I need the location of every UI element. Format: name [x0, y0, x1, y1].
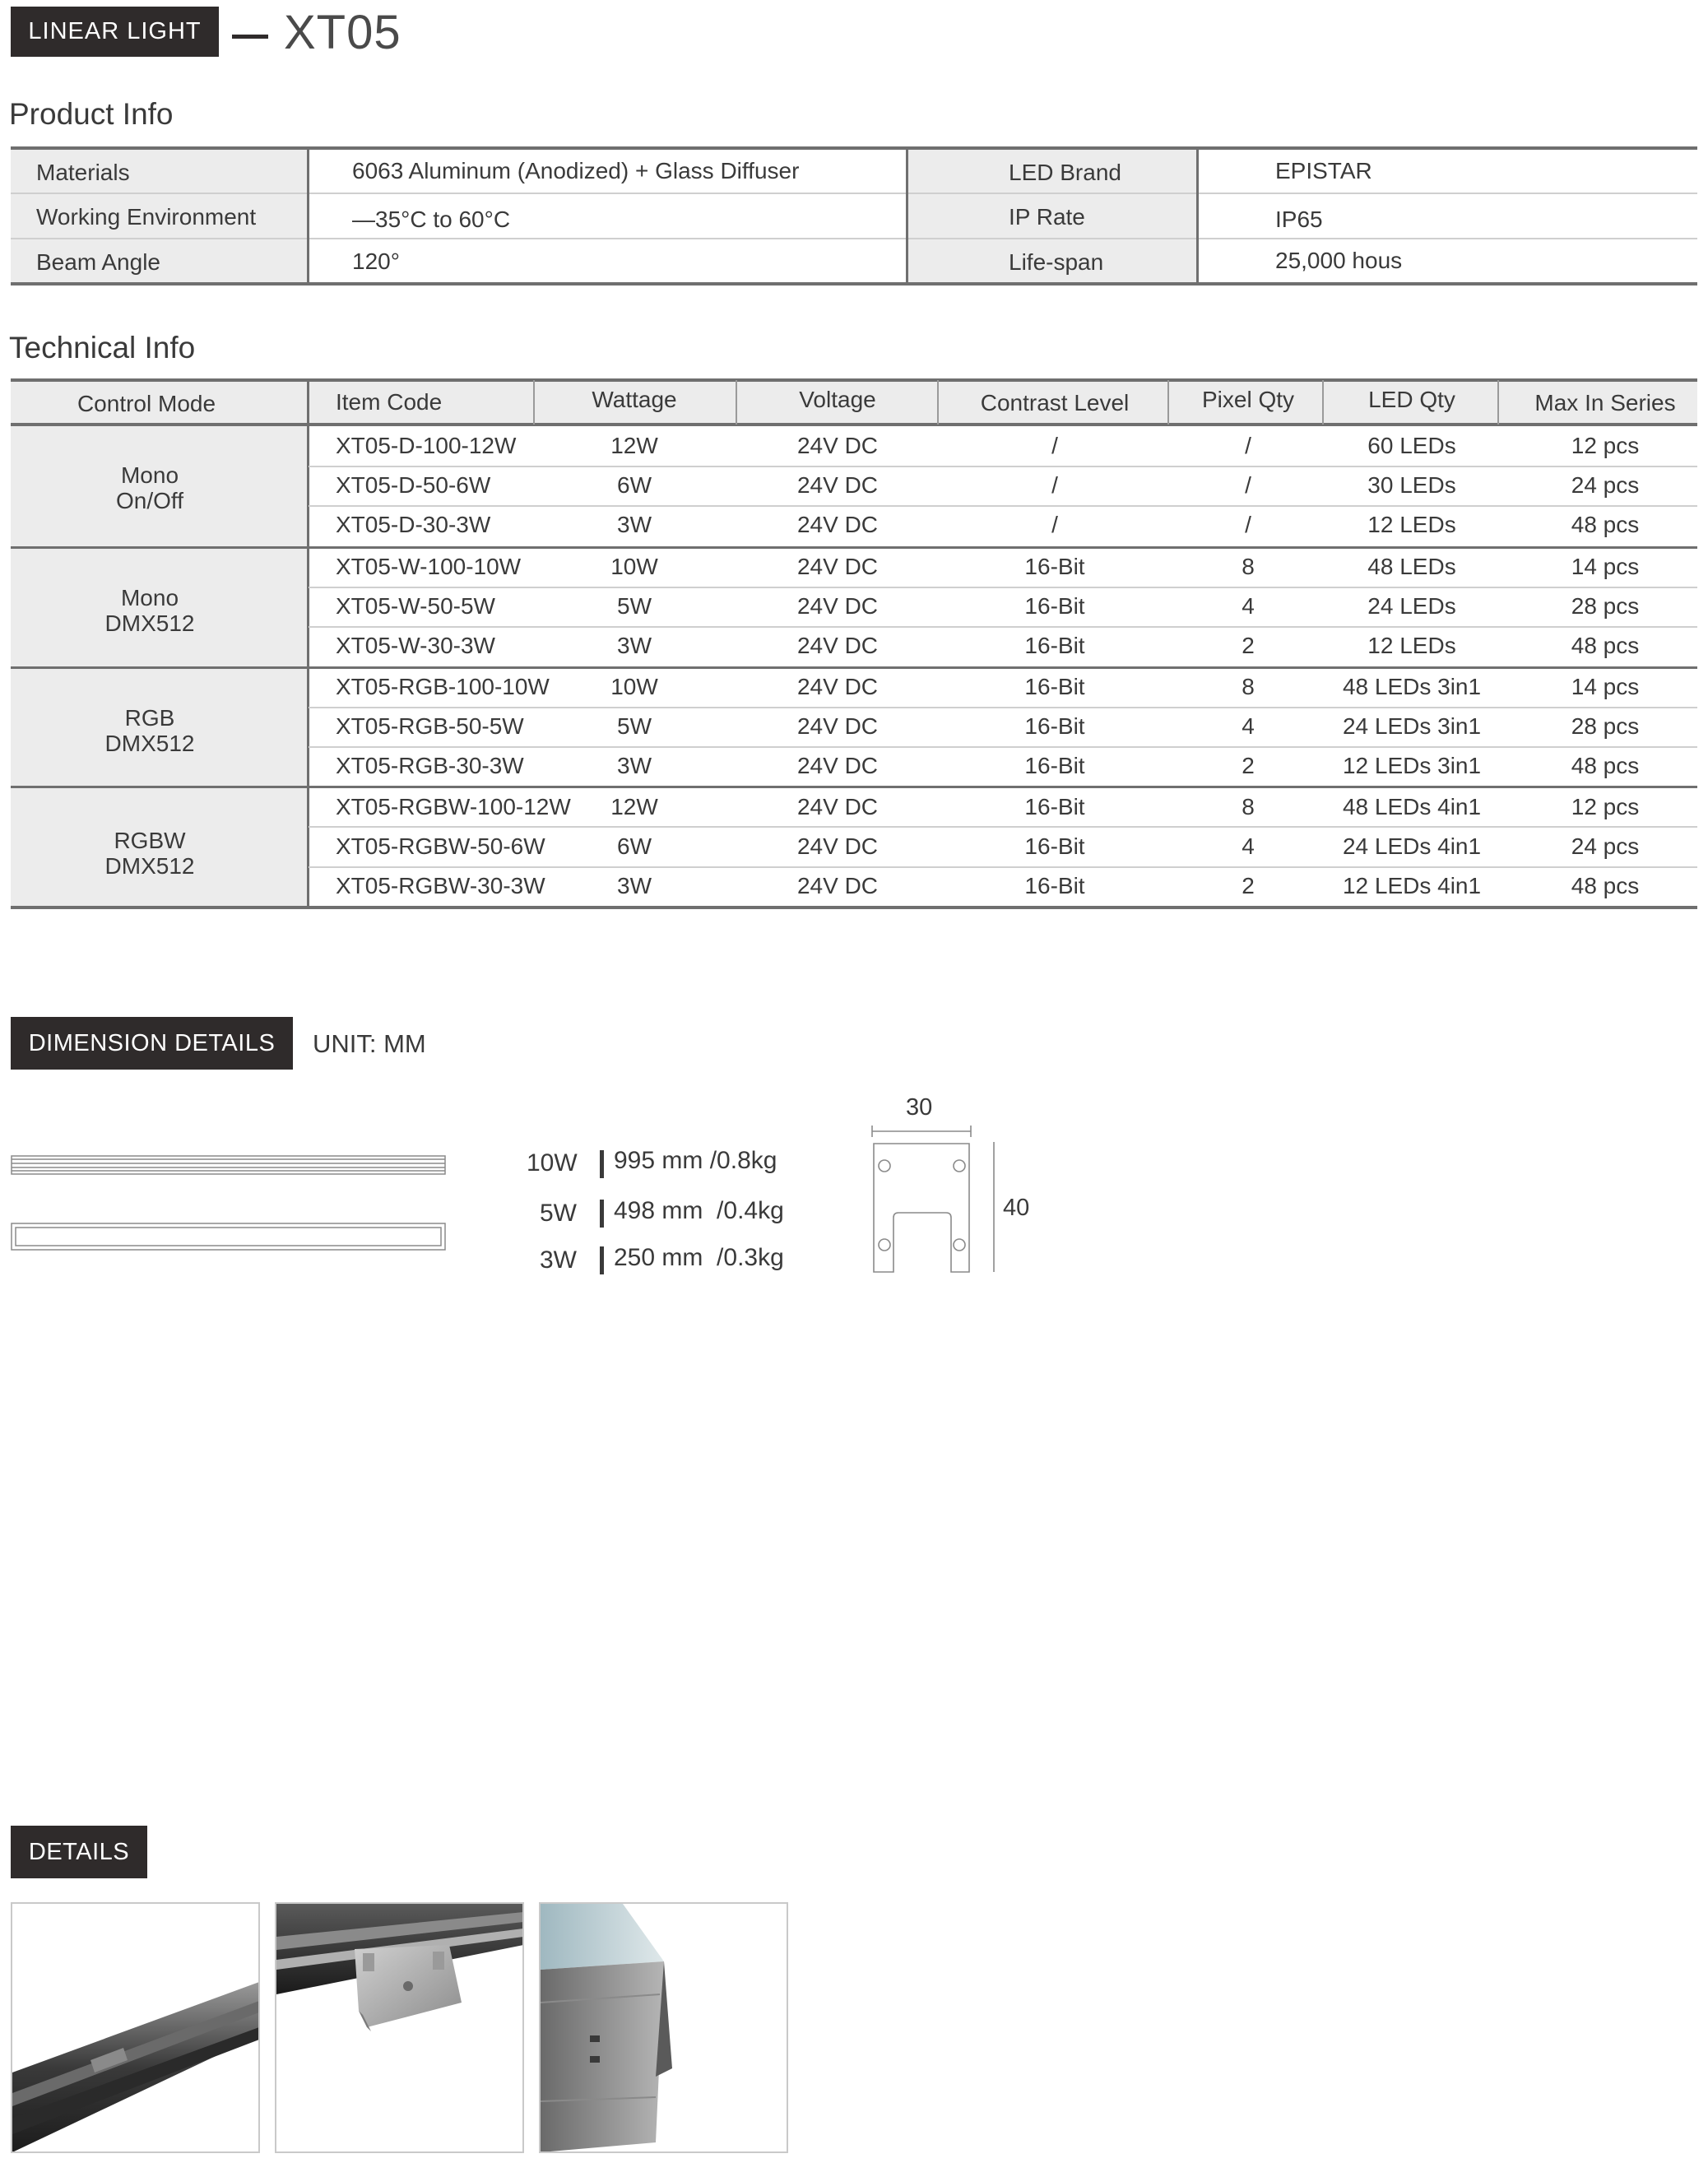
row-divider	[309, 826, 1697, 828]
control-mode-group	[116, 462, 183, 513]
cell-pixel-qty: 2	[1242, 753, 1255, 778]
linear-bar-drawing	[10, 1148, 450, 1259]
row-divider	[309, 505, 1697, 507]
control-mode-line: RGBW	[114, 828, 186, 853]
column-header: Contrast Level	[980, 390, 1130, 415]
cell-wattage: 3W	[617, 753, 652, 778]
product-info-value: 25,000 hous	[1275, 248, 1403, 273]
cell-pixel-qty: 2	[1242, 873, 1255, 898]
group-divider	[11, 546, 1697, 549]
cell-max-in-series: 12 pcs	[1571, 433, 1640, 458]
table-top-rule	[11, 378, 1697, 382]
control-mode-group	[105, 828, 195, 879]
column-header: Wattage	[592, 387, 677, 412]
cell-wattage: 6W	[617, 472, 652, 498]
cell-pixel-qty: 4	[1242, 713, 1255, 739]
product-info-label: Life-span	[1009, 249, 1104, 275]
dimension-length-weight	[614, 1147, 777, 1175]
cell-led-qty: 24 LEDs 3in1	[1342, 713, 1482, 739]
column-header: Pixel Qty	[1201, 387, 1295, 412]
column-divider	[906, 148, 908, 284]
row-divider	[309, 626, 1697, 628]
cell-led-qty: 12 LEDs	[1367, 633, 1456, 658]
cell-pixel-qty: 8	[1242, 554, 1255, 579]
model-title: XT05	[284, 6, 401, 59]
cell-wattage: 5W	[617, 593, 652, 619]
cell-led-qty: 48 LEDs 3in1	[1342, 674, 1482, 699]
row-divider	[11, 238, 1697, 239]
cell-pixel-qty: 8	[1242, 674, 1255, 699]
cell-item-code: XT05-W-50-5W	[336, 593, 495, 619]
cell-contrast-level: 16-Bit	[1024, 713, 1085, 739]
product-info-label: LED Brand	[1009, 160, 1121, 185]
product-info-value: 6063 Aluminum (Anodized) + Glass Diffuser	[352, 158, 800, 183]
control-mode-line: DMX512	[104, 731, 195, 756]
dimension-weight: /0.4kg	[717, 1197, 784, 1224]
cell-wattage: 3W	[617, 512, 652, 537]
cell-contrast-level: 16-Bit	[1024, 633, 1085, 658]
control-mode-line: On/Off	[116, 488, 183, 513]
column-divider	[307, 148, 309, 284]
header-divider	[1322, 380, 1324, 425]
cell-led-qty: 30 LEDs	[1367, 472, 1456, 498]
cell-pixel-qty: 2	[1242, 633, 1255, 658]
row-divider	[11, 193, 1697, 194]
row-divider	[309, 746, 1697, 748]
cell-item-code: XT05-D-50-6W	[336, 472, 491, 498]
category-tag: LINEAR LIGHT	[11, 7, 219, 57]
cell-item-code: XT05-RGBW-100-12W	[336, 794, 571, 819]
cell-voltage: 24V DC	[796, 833, 879, 859]
cell-max-in-series: 48 pcs	[1571, 633, 1640, 658]
dimension-separator	[600, 1200, 604, 1228]
column-header: Control Mode	[77, 391, 216, 416]
control-mode-line: Mono	[120, 585, 179, 610]
cell-pixel-qty: 4	[1242, 593, 1255, 619]
cell-wattage: 5W	[617, 713, 652, 739]
column-divider	[1196, 148, 1199, 284]
cell-led-qty: 60 LEDs	[1367, 433, 1456, 458]
row-divider	[309, 466, 1697, 467]
header-divider	[533, 380, 535, 425]
cell-pixel-qty: 8	[1242, 794, 1255, 819]
column-header: Voltage	[799, 387, 876, 412]
cell-voltage: 24V DC	[796, 713, 879, 739]
cell-wattage: 6W	[617, 833, 652, 859]
control-mode-line: Mono	[120, 462, 179, 488]
dimension-length: 498 mm	[614, 1197, 703, 1224]
cell-contrast-level: 16-Bit	[1024, 593, 1085, 619]
technical-info-title: Technical Info	[9, 331, 196, 364]
cell-contrast-level: 16-Bit	[1024, 753, 1085, 778]
cell-wattage: 10W	[610, 674, 658, 699]
cell-contrast-level: 16-Bit	[1024, 554, 1085, 579]
column-divider	[307, 380, 309, 908]
cell-led-qty: 12 LEDs 3in1	[1342, 753, 1482, 778]
profile-width-label: 30	[906, 1094, 933, 1121]
product-photo-end-cap	[541, 1904, 787, 2152]
cell-pixel-qty: /	[1245, 433, 1251, 458]
row-divider	[309, 707, 1697, 708]
group-divider	[11, 666, 1697, 669]
cell-item-code: XT05-RGBW-30-3W	[336, 873, 545, 898]
cell-voltage: 24V DC	[796, 593, 879, 619]
cell-contrast-level: 16-Bit	[1024, 794, 1085, 819]
cell-wattage: 12W	[610, 433, 658, 458]
cell-voltage: 24V DC	[796, 554, 879, 579]
dimension-wattage: 5W	[540, 1200, 577, 1227]
cell-led-qty: 48 LEDs 4in1	[1342, 794, 1482, 819]
cell-max-in-series: 48 pcs	[1571, 512, 1640, 537]
row-divider	[309, 587, 1697, 588]
cell-led-qty: 12 LEDs 4in1	[1342, 873, 1482, 898]
header-divider	[1497, 380, 1499, 425]
cell-contrast-level: 16-Bit	[1024, 873, 1085, 898]
table-top-rule	[11, 146, 1697, 150]
detail-photo-2	[275, 1902, 524, 2153]
product-photo-bar-angle	[12, 1904, 259, 2152]
dimension-weight: /0.8kg	[709, 1147, 777, 1174]
product-info-label: IP Rate	[1009, 204, 1085, 230]
unit-label: UNIT: MM	[313, 1029, 426, 1058]
cell-wattage: 3W	[617, 873, 652, 898]
header-bottom-rule	[11, 423, 1697, 426]
dimension-weight: /0.3kg	[717, 1244, 784, 1271]
cell-item-code: XT05-W-100-10W	[336, 554, 522, 579]
header-divider	[937, 380, 939, 425]
cell-contrast-level: /	[1051, 472, 1058, 498]
column-header: Max In Series	[1534, 390, 1676, 415]
product-info-value: —35°C to 60°C	[352, 207, 511, 232]
details-tag: DETAILS	[11, 1826, 147, 1878]
cell-wattage: 10W	[610, 554, 658, 579]
cell-max-in-series: 12 pcs	[1571, 794, 1640, 819]
control-mode-line: DMX512	[104, 853, 195, 879]
group-divider	[11, 786, 1697, 788]
dimension-length-weight	[614, 1197, 784, 1225]
cell-contrast-level: /	[1051, 433, 1058, 458]
cell-led-qty: 24 LEDs	[1367, 593, 1456, 619]
cell-max-in-series: 24 pcs	[1571, 833, 1640, 859]
cell-voltage: 24V DC	[796, 674, 879, 699]
cell-pixel-qty: /	[1245, 472, 1251, 498]
product-photo-connector	[276, 1904, 523, 2152]
table-bottom-rule	[11, 906, 1697, 909]
cell-item-code: XT05-RGB-30-3W	[336, 753, 524, 778]
cell-voltage: 24V DC	[796, 633, 879, 658]
dimension-wattage: 10W	[527, 1149, 578, 1177]
cell-voltage: 24V DC	[796, 753, 879, 778]
product-info-label: Working Environment	[36, 204, 257, 230]
dimension-length: 995 mm	[614, 1147, 703, 1174]
cell-led-qty: 24 LEDs 4in1	[1342, 833, 1482, 859]
cell-item-code: XT05-RGB-50-5W	[336, 713, 524, 739]
cross-section-drawing	[870, 1126, 1002, 1278]
product-info-label: Materials	[36, 160, 130, 185]
cell-item-code: XT05-RGBW-50-6W	[336, 833, 545, 859]
cell-max-in-series: 14 pcs	[1571, 674, 1640, 699]
cell-item-code: XT05-D-30-3W	[336, 512, 491, 537]
cell-max-in-series: 14 pcs	[1571, 554, 1640, 579]
dimension-separator	[600, 1246, 604, 1274]
cell-max-in-series: 48 pcs	[1571, 753, 1640, 778]
cell-max-in-series: 28 pcs	[1571, 713, 1640, 739]
cell-contrast-level: 16-Bit	[1024, 674, 1085, 699]
control-mode-line: RGB	[124, 705, 175, 731]
cell-item-code: XT05-RGB-100-10W	[336, 674, 550, 699]
column-header: Item Code	[336, 389, 443, 415]
cell-wattage: 12W	[610, 794, 658, 819]
header-divider	[1167, 380, 1169, 425]
cell-voltage: 24V DC	[796, 794, 879, 819]
dimension-wattage: 3W	[540, 1246, 577, 1274]
column-header: LED Qty	[1368, 387, 1455, 412]
cell-max-in-series: 28 pcs	[1571, 593, 1640, 619]
control-mode-group	[105, 585, 195, 636]
cell-max-in-series: 48 pcs	[1571, 873, 1640, 898]
product-info-value: EPISTAR	[1275, 158, 1372, 183]
cell-wattage: 3W	[617, 633, 652, 658]
cell-contrast-level: /	[1051, 512, 1058, 537]
row-divider	[309, 866, 1697, 868]
cell-item-code: XT05-W-30-3W	[336, 633, 495, 658]
cell-item-code: XT05-D-100-12W	[336, 433, 517, 458]
product-info-value: 120°	[352, 248, 400, 274]
control-mode-line: DMX512	[104, 610, 195, 636]
product-info-title: Product Info	[9, 97, 174, 131]
profile-height-label: 40	[1003, 1195, 1030, 1221]
dimension-separator	[600, 1150, 604, 1178]
dimension-length-weight	[614, 1244, 784, 1272]
cell-led-qty: 12 LEDs	[1367, 512, 1456, 537]
detail-photo-1	[11, 1902, 260, 2153]
cell-voltage: 24V DC	[796, 472, 879, 498]
title-dash	[232, 35, 268, 39]
dimension-length: 250 mm	[614, 1244, 703, 1271]
cell-led-qty: 48 LEDs	[1367, 554, 1456, 579]
cell-voltage: 24V DC	[796, 512, 879, 537]
product-info-label: Beam Angle	[36, 249, 160, 275]
cell-voltage: 24V DC	[796, 873, 879, 898]
cell-pixel-qty: /	[1245, 512, 1251, 537]
cell-contrast-level: 16-Bit	[1024, 833, 1085, 859]
cell-max-in-series: 24 pcs	[1571, 472, 1640, 498]
table-bottom-rule	[11, 282, 1697, 285]
detail-photo-3	[539, 1902, 788, 2153]
cell-voltage: 24V DC	[796, 433, 879, 458]
cell-pixel-qty: 4	[1242, 833, 1255, 859]
header-divider	[736, 380, 737, 425]
dimension-details-tag: DIMENSION DETAILS	[11, 1017, 293, 1070]
control-mode-group	[105, 705, 195, 756]
product-info-value: IP65	[1275, 207, 1323, 232]
